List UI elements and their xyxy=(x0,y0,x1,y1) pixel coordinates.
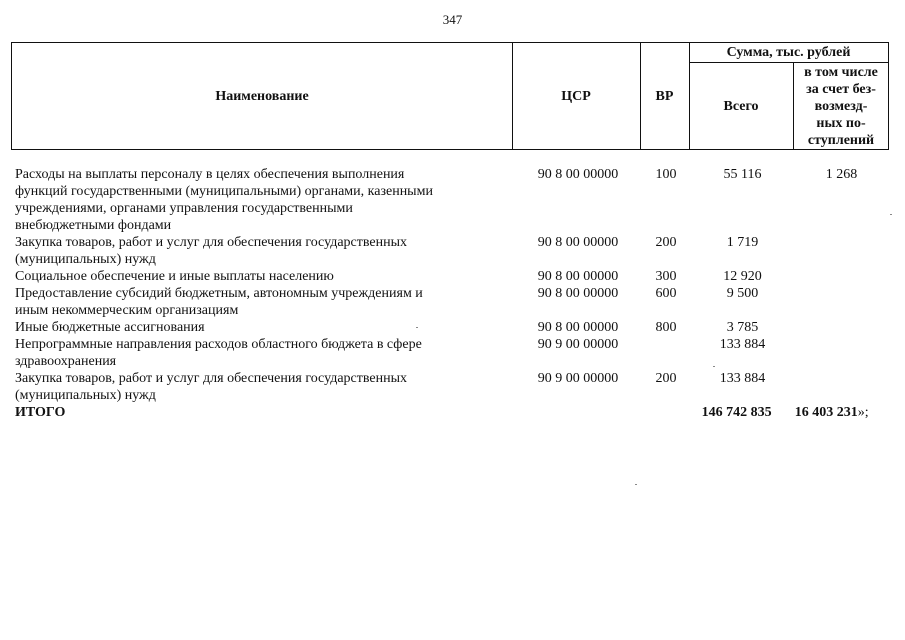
row-name xyxy=(11,234,515,268)
row-name xyxy=(11,319,515,336)
row-name-line: Иные бюджетные ассигнования xyxy=(15,320,205,335)
header-vr: ВР xyxy=(655,88,674,104)
table-row xyxy=(11,234,889,268)
row-name-line: функций государственными (муниципальными) органами, казенными xyxy=(15,184,433,199)
row-name-line: иным некоммерческим организациям xyxy=(15,303,239,318)
row-name xyxy=(11,336,515,370)
row-csr: 90 8 00 00000 xyxy=(537,235,619,250)
total-label: ИТОГО xyxy=(15,405,66,420)
header-free-line: возмезд- xyxy=(814,98,868,114)
table-row xyxy=(11,336,889,370)
row-name-line: Непрограммные направления расходов областного бюджета в сфере xyxy=(15,337,422,352)
row-free xyxy=(794,336,889,370)
row-csr: 90 8 00 00000 xyxy=(537,286,619,301)
row-vr: 200 xyxy=(655,235,677,250)
row-vr: 800 xyxy=(655,320,677,335)
total-row xyxy=(11,404,889,421)
header-free-line: ных по- xyxy=(816,115,866,131)
row-total: 133 884 xyxy=(719,371,766,386)
table-row xyxy=(11,319,889,336)
total-free xyxy=(788,404,889,421)
table-row xyxy=(11,370,889,404)
header-csr: ЦСР xyxy=(561,88,591,104)
header-total: Всего xyxy=(723,98,759,114)
row-name-line: учреждениями, органами управления государственными xyxy=(15,201,353,216)
row-total: 12 920 xyxy=(723,269,762,284)
header-free xyxy=(794,63,888,149)
budget-table xyxy=(11,42,889,421)
row-total: 1 719 xyxy=(726,235,759,250)
row-name-line: (муниципальных) нужд xyxy=(15,388,156,403)
row-total: 9 500 xyxy=(726,286,759,301)
row-free xyxy=(794,268,889,285)
row-name xyxy=(11,285,515,319)
row-vr: 200 xyxy=(655,371,677,386)
row-csr: 90 9 00 00000 xyxy=(537,371,619,386)
table-row xyxy=(11,268,889,285)
table-body xyxy=(11,166,889,421)
header-free-line: в том числе xyxy=(804,64,878,80)
row-total: 133 884 xyxy=(719,337,766,352)
row-free xyxy=(794,285,889,319)
row-free xyxy=(794,234,889,268)
row-csr: 90 8 00 00000 xyxy=(537,320,619,335)
row-name xyxy=(11,370,515,404)
row-free xyxy=(794,370,889,404)
row-csr: 90 8 00 00000 xyxy=(537,167,619,182)
header-sum: Сумма, тыс. рублей xyxy=(726,45,851,60)
table-row xyxy=(11,285,889,319)
total-vr xyxy=(636,404,686,421)
row-total: 3 785 xyxy=(726,320,759,335)
row-total: 55 116 xyxy=(723,167,762,182)
row-vr: 100 xyxy=(655,167,677,182)
row-name-line: здравоохранения xyxy=(15,354,117,369)
header-free-line: за счет без- xyxy=(806,81,876,97)
closing-quote: »; xyxy=(857,405,869,420)
total-csr xyxy=(511,404,636,421)
row-vr xyxy=(641,336,691,370)
header-name: Наименование xyxy=(215,88,309,104)
header-free-line: ступлений xyxy=(807,132,875,148)
row-free xyxy=(794,319,889,336)
row-name-line: внебюджетными фондами xyxy=(15,218,172,233)
total-free-value: 16 403 231 xyxy=(794,405,858,420)
row-free: 1 268 xyxy=(825,167,858,182)
row-csr: 90 8 00 00000 xyxy=(537,269,619,284)
row-name-line: Социальное обеспечение и иные выплаты населению xyxy=(15,269,334,284)
row-csr: 90 9 00 00000 xyxy=(537,337,619,352)
row-vr: 600 xyxy=(655,286,677,301)
row-name-line: Закупка товаров, работ и услуг для обеспечения государственных xyxy=(15,235,408,250)
total-sum: 146 742 835 xyxy=(701,405,772,420)
row-name-line: (муниципальных) нужд xyxy=(15,252,156,267)
table-row xyxy=(11,166,889,234)
row-name xyxy=(11,166,515,234)
row-name xyxy=(11,268,515,285)
row-name-line: Предоставление субсидий бюджетным, автономным учреждениям и xyxy=(15,286,423,301)
row-vr: 300 xyxy=(655,269,677,284)
table-header xyxy=(11,42,889,150)
page-number: 347 xyxy=(442,12,463,27)
row-name-line: Расходы на выплаты персоналу в целях обеспечения выполнения xyxy=(15,167,405,182)
row-name-line: Закупка товаров, работ и услуг для обеспечения государственных xyxy=(15,371,408,386)
